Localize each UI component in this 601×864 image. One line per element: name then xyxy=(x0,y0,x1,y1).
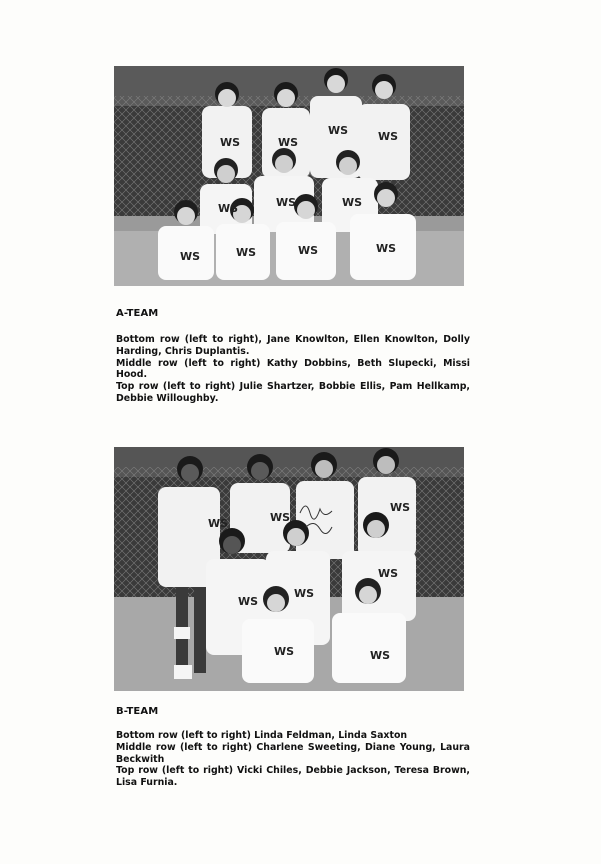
jersey-text: WS xyxy=(328,124,349,137)
jersey-text: WS xyxy=(378,130,399,143)
jersey-text: WS xyxy=(218,202,239,215)
jersey-text: WS xyxy=(220,136,241,149)
team-b-caption xyxy=(116,730,470,789)
team-a-heading: A-TEAM xyxy=(116,308,159,319)
jersey-text: WS xyxy=(236,246,257,259)
team-b-photo-illustration xyxy=(114,447,464,691)
team-b-heading: B-TEAM xyxy=(116,706,159,717)
jersey-text: WS xyxy=(274,645,295,658)
team-a-top-row: Top row (left to right) Julie Shartzer, Bobbie Ellis, Pam Hellkamp, Debbie Willoughby. xyxy=(116,381,470,404)
team-a-caption xyxy=(116,334,470,405)
jersey-text: WS xyxy=(376,242,397,255)
jersey-text: WS xyxy=(294,587,315,600)
team-a-middle-row: Middle row (left to right) Kathy Dobbins, Beth Slupecki, Missi Hood. xyxy=(116,357,470,381)
jersey-text: WS xyxy=(270,511,291,524)
jersey-text: WS xyxy=(370,649,391,662)
jersey-text: WS xyxy=(342,196,363,209)
team-b-top-row: Top row (left to right) Vicki Chiles, Debbie Jackson, Teresa Brown, Lisa Furnia. xyxy=(116,765,470,789)
jersey-text: WS xyxy=(390,501,411,514)
jersey-text: WS xyxy=(276,196,297,209)
team-a-bottom-row: Bottom row (left to right), Jane Knowlton, Ellen Knowlton, Dolly Harding, Chris Duplantis. xyxy=(116,334,470,357)
team-a-photo-illustration xyxy=(114,66,464,286)
jersey-text: WS xyxy=(298,244,319,257)
jersey-text: WS xyxy=(238,595,259,608)
team-a-photo xyxy=(114,66,464,286)
jersey-text: WS xyxy=(378,567,399,580)
jersey-text: WS xyxy=(278,136,299,149)
team-b-bottom-row: Bottom row (left to right) Linda Feldman, Linda Saxton xyxy=(116,730,408,741)
jersey-text: WS xyxy=(180,250,201,263)
jersey-text: WS xyxy=(208,517,229,530)
team-b-middle-row: Middle row (left to right) Charlene Sweeting, Diane Young, Laura Beckwith xyxy=(116,741,470,765)
team-b-photo xyxy=(114,447,464,691)
